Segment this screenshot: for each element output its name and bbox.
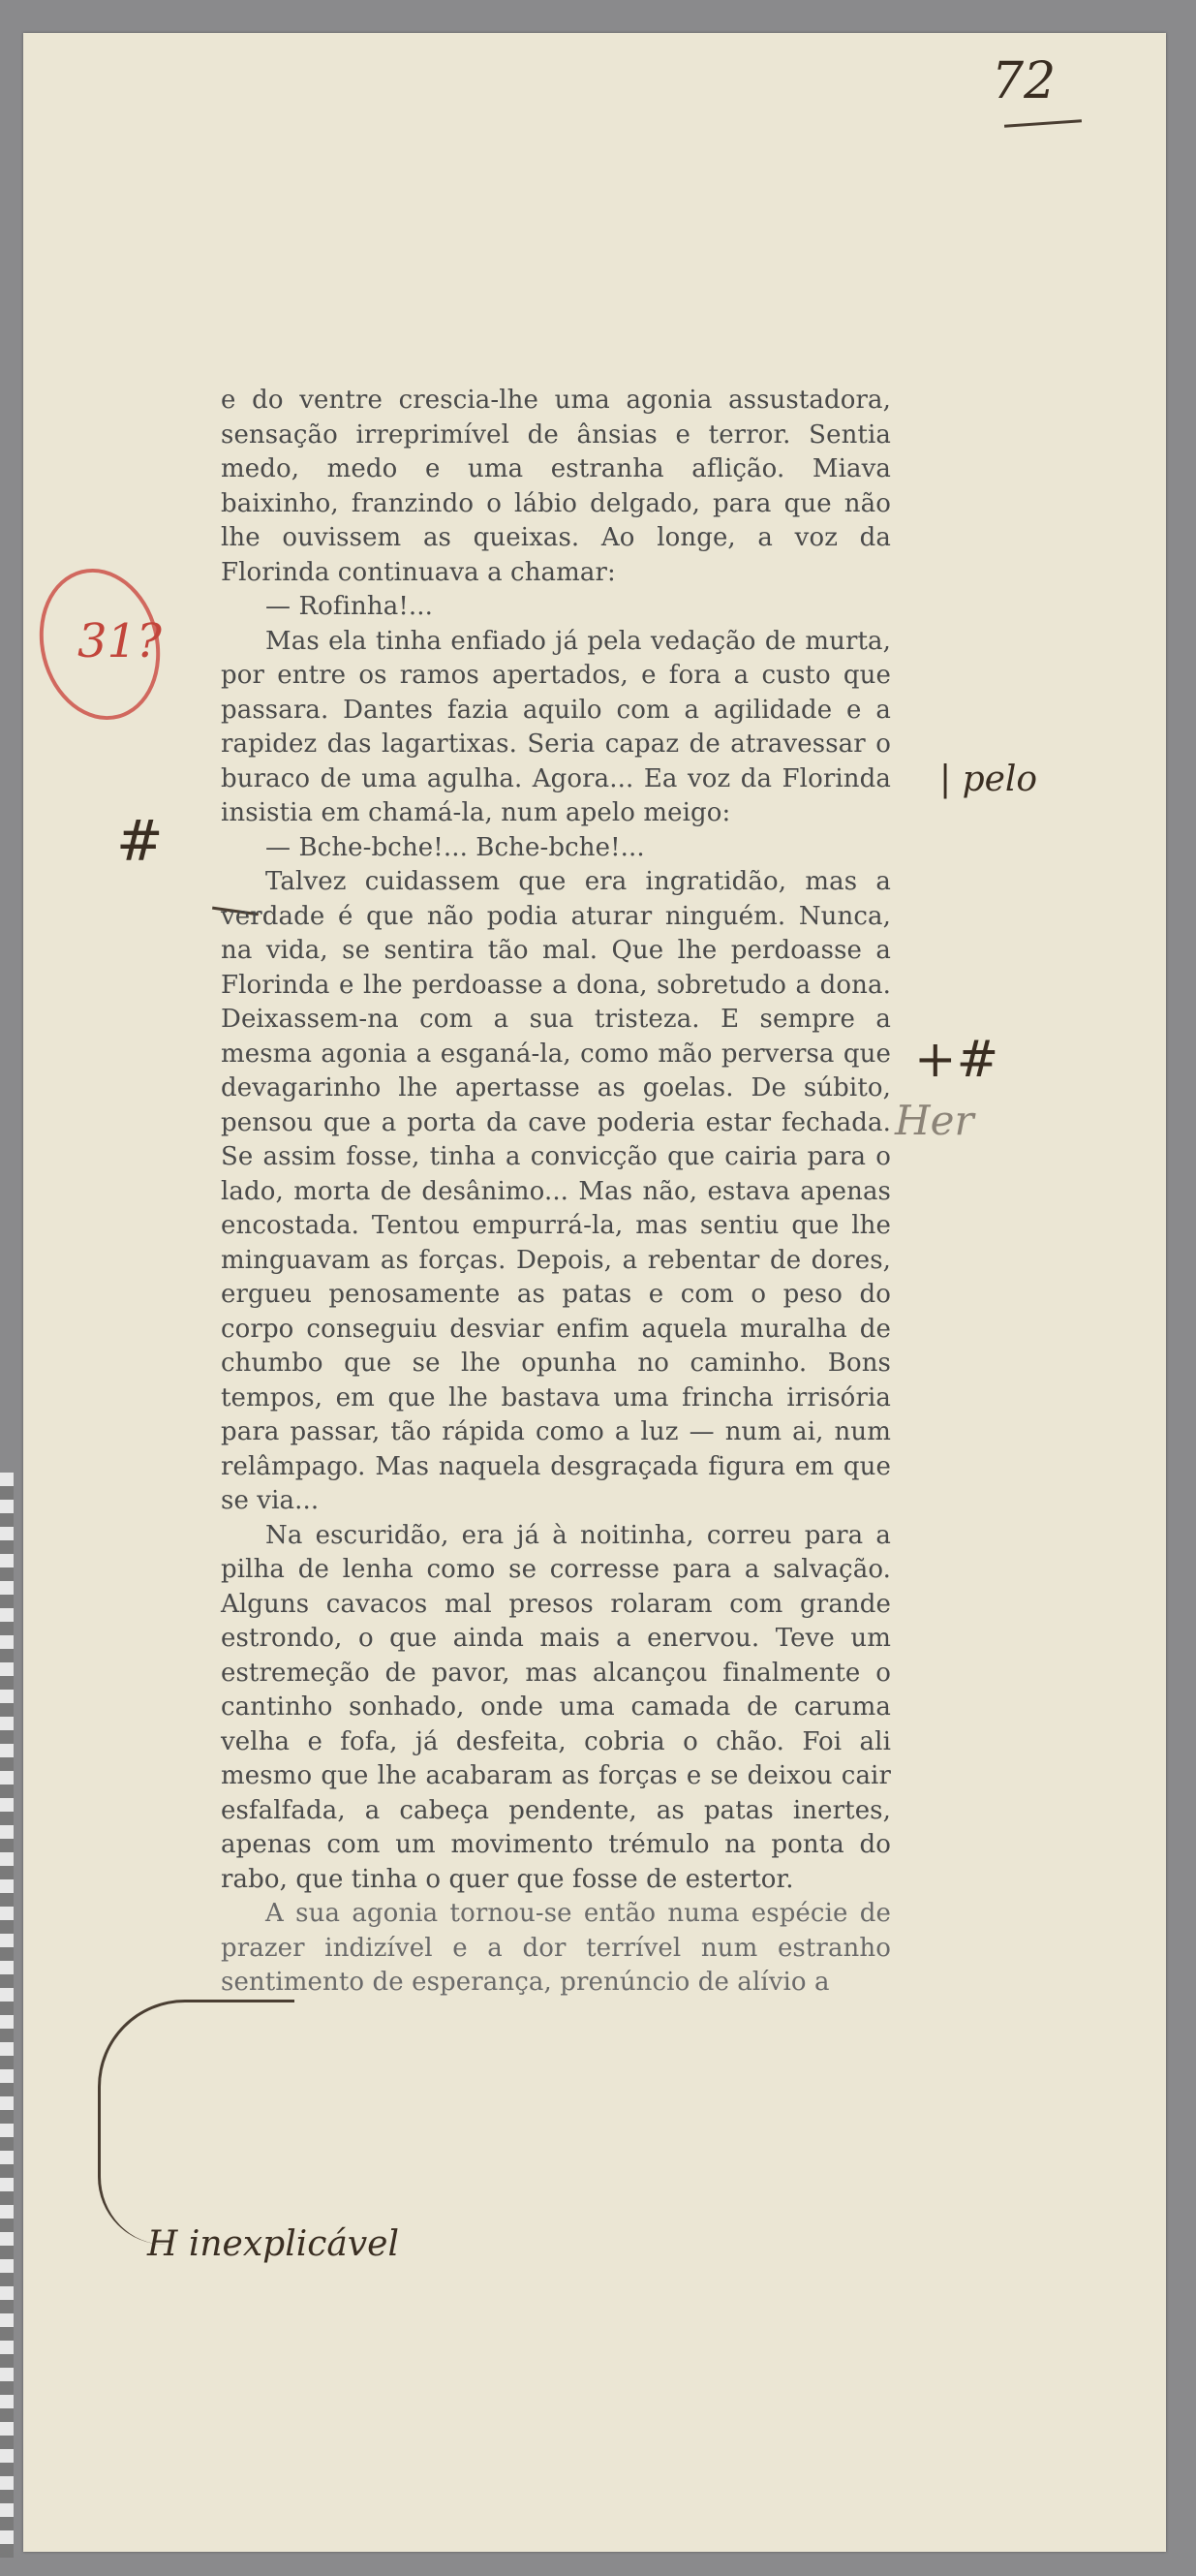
page-number: 72 (992, 52, 1057, 110)
paragraph-4: — Bche-bche!... Bche-bche!... (265, 832, 645, 862)
scan-color-strip (0, 1473, 14, 2558)
paragraph-3: Mas ela tinha enfiado já pela vedação de murta, por entre os ramos apertados, e fora a custo que passara. Dantes fazia aquilo com a agilidade e a rapidez das lagartixas. Seria capaz de atravessar o buraco de uma agulha. Agora... Ea voz da Florinda insistia em chamá-la, num apelo meigo: (221, 626, 891, 827)
paragraph-2: — Rofinha!... (265, 592, 433, 621)
page-number-underline (1004, 119, 1082, 128)
margin-hash-left: # (116, 808, 164, 874)
margin-connector-line (98, 2000, 294, 2245)
document-page (23, 33, 1166, 2552)
margin-note-her: Her (895, 1097, 974, 1144)
paragraph-7: A sua agonia tornou-se então numa espécie de prazer indizível e a dor terrível num estranho sentimento de esperança, prenúncio de alívio a (221, 1899, 891, 1997)
paragraph-5: Talvez cuidassem que era ingratidão, mas a verdade é que não podia aturar ninguém. Nunca, na vida, se sentira tão mal. Que lhe perdoasse a Florinda e lhe perdoasse a dona, sobretudo a dona. Deixassem-na com a sua tristeza. E sempre a mesma agonia a esganá-la, como mão perversa que devagarinho lhe apertasse as goelas. De súbito, pensou que a porta da cave poderia estar fechada. Se assim fosse, tinha a convicção que cairia para o lado, morta de desânimo... Mas não, estava apenas encostada. Tentou empurrá-la, mas sentiu que lhe minguavam as forças. Depois, a rebentar de dores, ergueu penosamente as patas e com o peso do corpo conseguiu desviar enfim aquela muralha de chumbo que se lhe opunha no caminho. Bons tempos, em que lhe bastava uma frincha irrisória para passar, tão rápida como a luz — num ai, num relâmpago. Mas naquela desgraçada figura em que se via... (221, 867, 891, 1515)
margin-hash-right: +# (914, 1031, 999, 1089)
circled-number: 31? (77, 614, 162, 668)
margin-note-pelo: | pelo (939, 760, 1038, 799)
margin-note-inexplicavel: H inexplicável (147, 2224, 399, 2264)
paragraph-6: Na escuridão, era já à noitinha, correu para a pilha de lenha como se corresse para a salvação. Alguns cavacos mal presos rolaram com grande estrondo, o que ainda mais a enervou. Teve um estremeção de pavor, mas alcançou finalmente o cantinho sonhado, onde uma camada de caruma velha e fofa, já desfeita, cobria o chão. Foi ali mesmo que lhe acabaram as forças e se deixou cair esfalfada, a cabeça pendente, as patas inertes, apenas com um movimento trémulo na ponta do rabo, que tinha o quer que fosse de estertor. (221, 1520, 891, 1894)
body-text (221, 384, 891, 2001)
paragraph-1: e do ventre crescia-lhe uma agonia assustadora, sensação irreprimível de ânsias e terror. Sentia medo, medo e uma estranha aflição. Miava baixinho, franzindo o lábio delgado, para que não lhe ouvissem as queixas. Ao longe, a voz da Florinda continuava a chamar: (221, 386, 891, 587)
